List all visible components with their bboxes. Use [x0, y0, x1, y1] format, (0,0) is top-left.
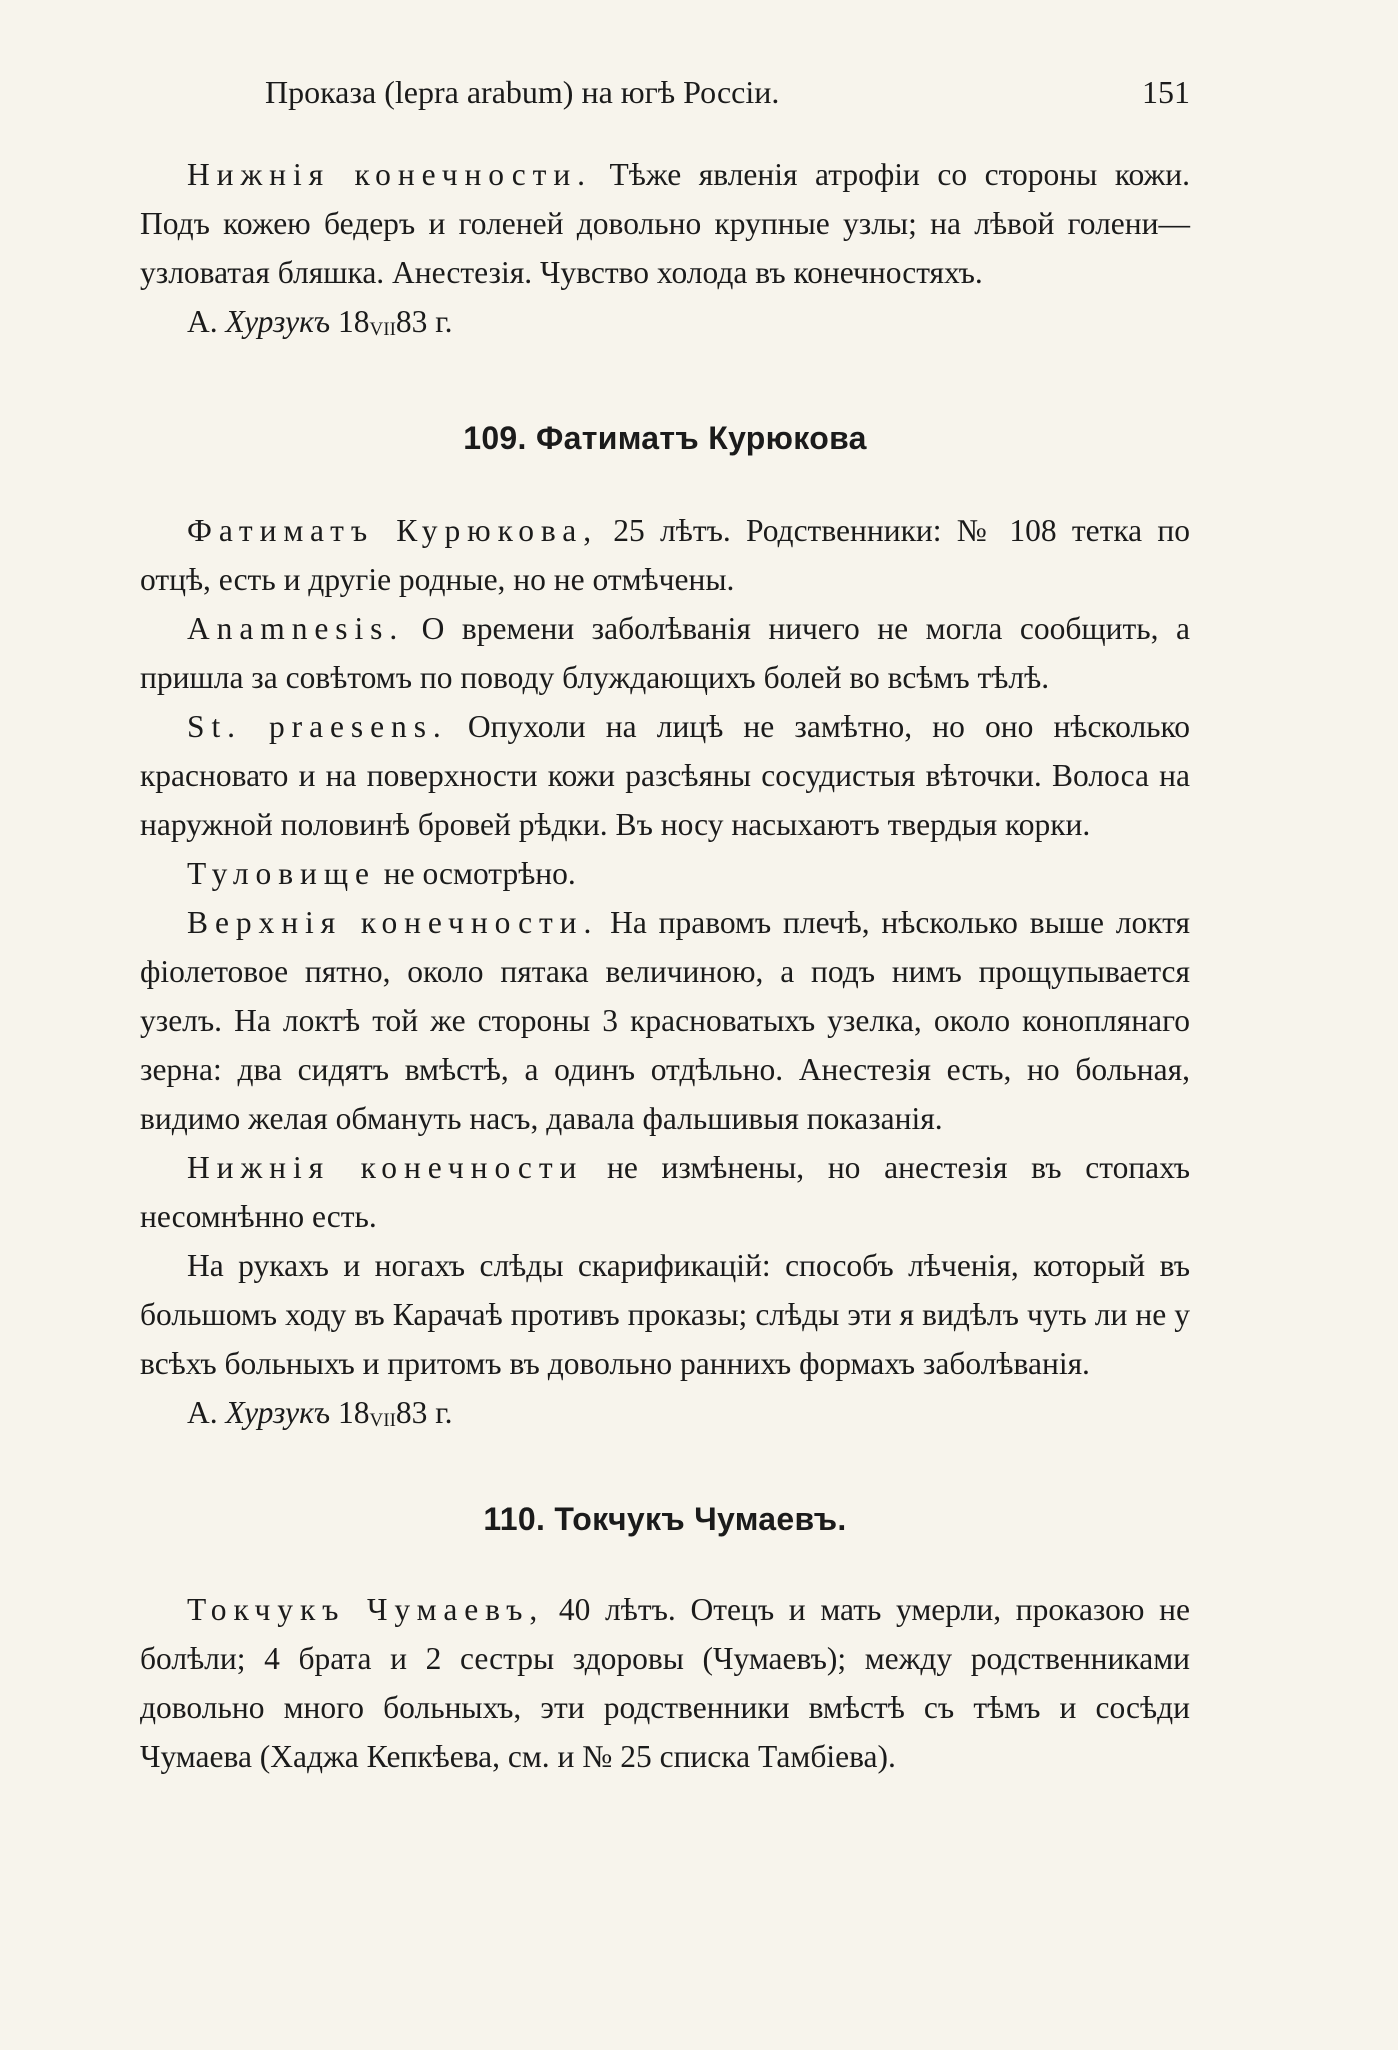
paragraph-text: 40 лѣтъ. Отецъ и мать умерли, проказою не болѣли; 4 брата и 2 сестры здоровы (Чумаевъ); между родственниками довольно много больныхъ, эти родственники вмѣстѣ съ тѣмъ и сосѣди Чумаева (Хаджа Кепкѣева, см. и № 25 списка Тамбіева). — [140, 1592, 1190, 1774]
paragraph-lower-limbs-109 — [140, 1143, 1190, 1241]
paragraph-lead: Anamnesis. — [187, 611, 405, 646]
paragraph-text: 25 лѣтъ. Родственники: № 108 тетка по отцѣ, есть и другіе родные, но не отмѣчены. — [140, 513, 1190, 597]
running-title: Проказа (lepra arabum) на югѣ Россіи. — [265, 74, 780, 110]
page-body — [140, 150, 1190, 1781]
paragraph-lower-limbs-108 — [140, 150, 1190, 297]
paragraph-upper-limbs — [140, 898, 1190, 1143]
paragraph-lead: Токчукъ Чумаевъ, — [187, 1592, 545, 1627]
paragraph-text: Опухоли на лицѣ не замѣтно, но оно нѣсколько красновато и на поверхности кожи разсѣяны сосудистыя вѣточки. Волоса на наружной половинѣ бровей рѣдки. Въ носу насыхаютъ твердыя корки. — [140, 709, 1190, 842]
paragraph-trunk — [140, 849, 1190, 898]
paragraph-status-praesens — [140, 702, 1190, 849]
paragraph-lead: Нижнія конечности. — [187, 157, 592, 192]
paragraph-lead: Нижнія конечности — [187, 1150, 584, 1185]
paragraph-scarification: На рукахъ и ногахъ слѣды скарификацій: способъ лѣченія, который въ большомъ ходу въ Карачаѣ противъ проказы; слѣды эти я видѣлъ чуть ли не у всѣхъ больныхъ и притомъ въ довольно раннихъ формахъ заболѣванія. — [140, 1248, 1190, 1381]
signature-year: 83 г. — [395, 304, 453, 339]
signature-2: А. Хурзукъ $18_{VII}83$ г. — [187, 1395, 453, 1431]
paragraph-lead: Фатиматъ Курюкова, — [187, 513, 599, 548]
signature-name: Хурзукъ — [225, 304, 331, 339]
paragraph-lead: Туловище — [187, 856, 376, 891]
signature-1: А. Хурзукъ $18_{VII}83$ г. — [187, 304, 453, 340]
paragraph-text: не осмотрѣно. — [375, 856, 576, 891]
paragraph-intro-109 — [140, 506, 1190, 604]
paragraph-text: О времени заболѣванія ничего не могла сообщить, а пришла за совѣтомъ по поводу блуждающихъ болей во всѣмъ тѣлѣ. — [140, 611, 1190, 695]
section-heading-110: 110. Токчукъ Чумаевъ. — [483, 1501, 847, 1537]
paragraph-text: не измѣнены, но анестезія въ стопахъ несомнѣнно есть. — [140, 1150, 1190, 1234]
page-number: 151 — [1142, 74, 1190, 110]
paragraph-lead: St. praesens. — [187, 709, 448, 744]
paragraph-intro-110 — [140, 1585, 1190, 1781]
paragraph-text: Тѣже явленія атрофіи со стороны кожи. Подъ кожею бедеръ и голеней довольно крупные узлы; на лѣвой голени—узловатая бляшка. Анестезія. Чувство холода въ конечностяхъ. — [140, 157, 1190, 290]
paragraph-anamnesis — [140, 604, 1190, 702]
signature-month: VII — [369, 319, 396, 340]
signature-month: VII — [369, 1410, 396, 1431]
paragraph-text: На правомъ плечѣ, нѣсколько выше локтя фіолетовое пятно, около пятака величиною, а подъ нимъ прощупывается узелъ. На локтѣ той же стороны 3 красноватыхъ узелка, около коноплянаго зерна: два сидятъ вмѣстѣ, а одинъ отдѣльно. Анестезія есть, но больная, видимо желая обмануть насъ, давала фальшивыя показанія. — [140, 905, 1190, 1136]
signature-name: Хурзукъ — [225, 1395, 331, 1430]
signature-day: 18 — [338, 1395, 370, 1430]
paragraph-lead: Верхнія конечности. — [187, 905, 599, 940]
section-heading-109: 109. Фатиматъ Курюкова — [463, 420, 867, 456]
signature-year: 83 г. — [395, 1395, 453, 1430]
signature-day: 18 — [338, 304, 370, 339]
